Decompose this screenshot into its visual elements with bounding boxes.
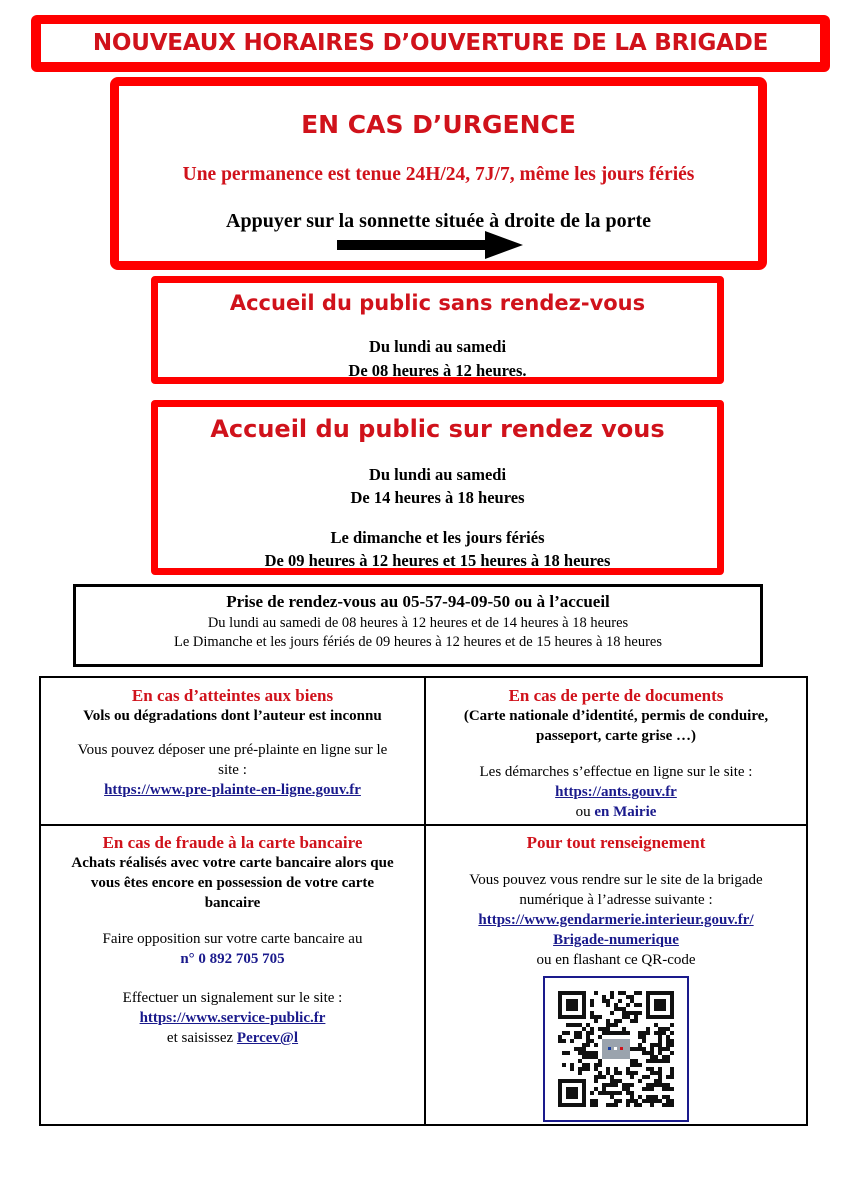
fraude-sub-2: vous êtes encore en possession de votre carte: [90, 875, 375, 891]
arrow-right-icon: [337, 228, 527, 262]
fraude-phone: n° 0 892 705 705: [180, 951, 285, 967]
sur-rdv-sunday: Le dimanche et les jours fériés: [330, 528, 545, 547]
fraude-opposition: Faire opposition sur votre carte bancaire au: [102, 931, 363, 947]
urgence-box: [110, 77, 767, 270]
renseignement-text-2: numérique à l’adresse suivante :: [519, 892, 713, 908]
biens-title: En cas d’atteintes aux biens: [131, 686, 334, 705]
brigade-numerique-link[interactable]: Brigade-numerique: [553, 932, 679, 948]
fraude-signalement: Effectuer un signalement sur le site :: [122, 990, 343, 1006]
biens-subtitle: Vols ou dégradations dont l’auteur est inconnu: [83, 708, 382, 724]
sur-rdv-days: Du lundi au samedi: [368, 465, 507, 484]
page-title: NOUVEAUX HORAIRES D’OUVERTURE DE LA BRIGADE: [92, 30, 769, 56]
info-grid: [39, 676, 808, 1126]
mairie-text: en Mairie: [594, 804, 657, 820]
renseignement-title: Pour tout renseignement: [526, 833, 706, 852]
qr-code-frame[interactable]: [543, 976, 689, 1122]
fraude-title: En cas de fraude à la carte bancaire: [102, 833, 363, 852]
prise-rdv-sunday: Le Dimanche et les jours fériés de 09 heures à 12 heures et de 15 heures à 18 heures: [174, 634, 662, 650]
prise-rdv-title: Prise de rendez-vous au 05-57-94-09-50 ou à l’accueil: [226, 592, 610, 611]
sans-rdv-box: [151, 276, 724, 384]
sur-rdv-sunday-hours: De 09 heures à 12 heures et 15 heures à 18 heures: [264, 551, 611, 570]
prise-rdv-weekdays: Du lundi au samedi de 08 heures à 12 heures et de 14 heures à 18 heures: [207, 615, 629, 631]
cell-atteintes-biens: [41, 678, 426, 826]
documents-or: ou: [575, 804, 591, 820]
urgence-permanence: Une permanence est tenue 24H/24, 7J/7, même les jours fériés: [182, 164, 695, 185]
urgence-sonnette: Appuyer sur la sonnette située à droite de la porte: [226, 210, 651, 232]
sans-rdv-days: Du lundi au samedi: [368, 337, 507, 356]
ants-link[interactable]: https://ants.gouv.fr: [555, 784, 677, 800]
urgence-title: EN CAS D’URGENCE: [301, 110, 576, 139]
sur-rdv-title: Accueil du public sur rendez vous: [210, 415, 665, 443]
prise-rdv-box: [73, 584, 763, 667]
sans-rdv-title: Accueil du public sans rendez-vous: [229, 291, 646, 315]
fraude-sub-3: bancaire: [204, 895, 261, 911]
cell-perte-documents: [426, 678, 806, 826]
documents-subtitle-2: passeport, carte grise …): [536, 728, 696, 744]
pre-plainte-link[interactable]: https://www.pre-plainte-en-ligne.gouv.fr: [104, 782, 361, 798]
percev-link[interactable]: Percev@l: [236, 1030, 299, 1046]
gendarmerie-link[interactable]: https://www.gendarmerie.interieur.gouv.fr/: [478, 912, 754, 928]
renseignement-text-1: Vous pouvez vous rendre sur le site de la brigade: [469, 872, 763, 888]
cell-renseignement: [426, 826, 806, 1124]
fraude-sub-1: Achats réalisés avec votre carte bancaire alors que: [71, 855, 394, 871]
sur-rdv-box: [151, 400, 724, 575]
documents-text: Les démarches s’effectue en ligne sur le site :: [479, 764, 753, 780]
fraude-and: et saisissez: [166, 1030, 234, 1046]
service-public-link[interactable]: https://www.service-public.fr: [139, 1010, 326, 1026]
qr-text: ou en flashant ce QR-code: [536, 952, 696, 968]
sans-rdv-hours: De 08 heures à 12 heures.: [348, 361, 527, 380]
documents-subtitle-1: (Carte nationale d’identité, permis de conduire,: [463, 708, 769, 724]
documents-title: En cas de perte de documents: [508, 686, 724, 705]
sur-rdv-hours: De 14 heures à 18 heures: [350, 488, 525, 507]
title-banner-inner: [41, 24, 820, 62]
biens-text-1: Vous pouvez déposer une pré-plainte en ligne sur le: [77, 742, 388, 758]
cell-fraude-carte: [41, 826, 426, 1124]
biens-text-2: site :: [218, 762, 247, 778]
qr-code-icon: [545, 978, 687, 1120]
